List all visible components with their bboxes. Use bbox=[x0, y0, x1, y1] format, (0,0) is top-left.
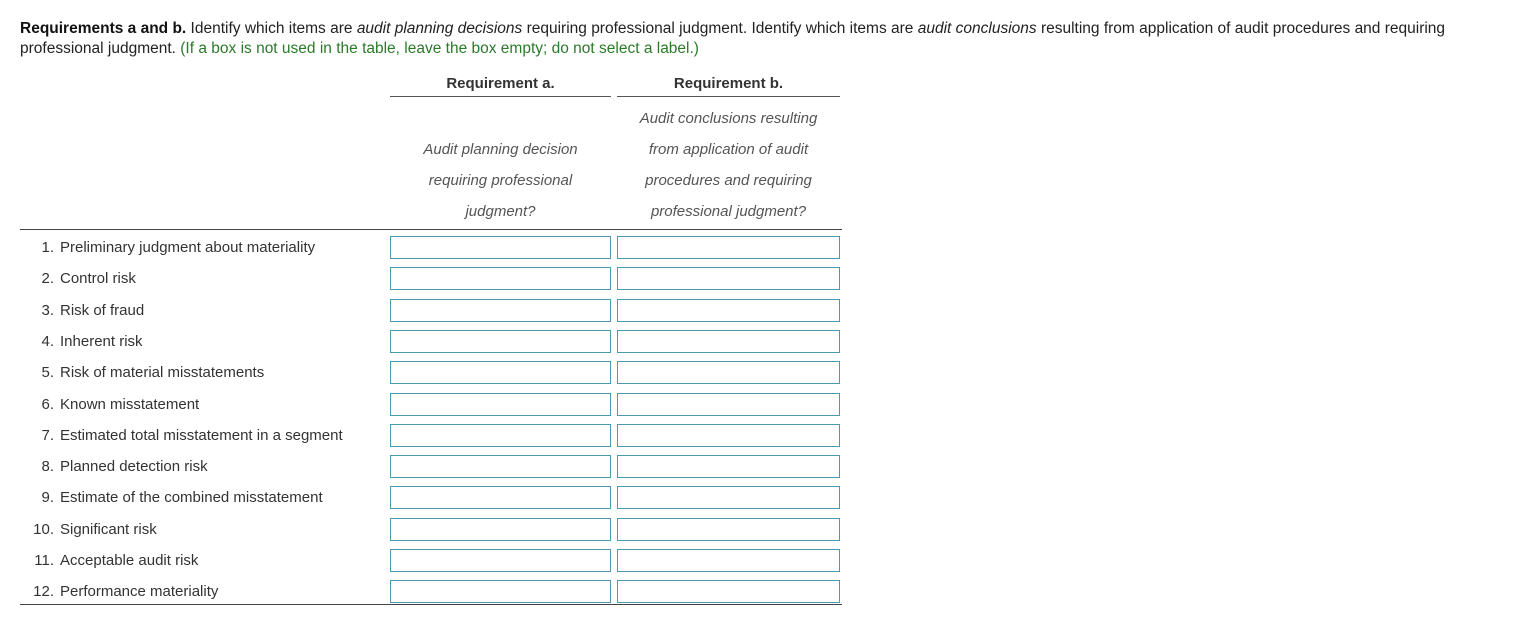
subheader-a-line: judgment? bbox=[465, 203, 536, 220]
requirement-a-input[interactable] bbox=[390, 580, 611, 603]
instructions-italic-2: audit conclusions bbox=[917, 20, 1037, 37]
requirement-b-input[interactable] bbox=[617, 393, 840, 416]
row-label: Performance materiality bbox=[60, 583, 219, 601]
requirement-b-input[interactable] bbox=[617, 580, 840, 603]
row-label: Planned detection risk bbox=[60, 458, 208, 476]
table-row bbox=[20, 263, 842, 294]
table-row bbox=[20, 545, 842, 576]
row-number: 10. bbox=[33, 520, 54, 538]
row-label: Estimated total misstatement in a segment bbox=[60, 426, 343, 444]
row-label: Risk of material misstatements bbox=[60, 364, 265, 382]
requirement-b-input[interactable] bbox=[617, 549, 840, 572]
table-row bbox=[20, 420, 842, 451]
column-subheader-a bbox=[390, 106, 611, 227]
table-row bbox=[20, 357, 842, 388]
row-label: Estimate of the combined misstatement bbox=[60, 489, 323, 507]
requirement-b-input[interactable] bbox=[617, 424, 840, 447]
subheader-b-line: Audit conclusions resulting bbox=[639, 110, 818, 127]
requirement-a-input[interactable] bbox=[390, 549, 611, 572]
instructions-text-3: resulting from application of audit procedures and requiring professional judgment. bbox=[20, 20, 1446, 57]
requirement-a-input[interactable] bbox=[390, 299, 611, 322]
requirement-b-input[interactable] bbox=[617, 330, 840, 353]
table-row bbox=[20, 482, 842, 513]
requirement-b-input[interactable] bbox=[617, 518, 840, 541]
row-number: 7. bbox=[41, 426, 54, 444]
requirement-b-input[interactable] bbox=[617, 267, 840, 290]
table-row bbox=[20, 576, 842, 607]
requirement-b-input[interactable] bbox=[617, 455, 840, 478]
column-header-requirement-b: Requirement b. bbox=[617, 73, 840, 97]
requirement-a-input[interactable] bbox=[390, 330, 611, 353]
row-label: Preliminary judgment about materiality bbox=[60, 239, 316, 256]
requirement-a-input[interactable] bbox=[390, 486, 611, 509]
row-label: Known misstatement bbox=[60, 395, 200, 413]
row-number: 9. bbox=[41, 489, 54, 507]
requirement-a-input[interactable] bbox=[390, 424, 611, 447]
row-label: Control risk bbox=[60, 270, 136, 288]
subheader-a-line: Audit planning decision bbox=[423, 141, 578, 158]
row-number: 11. bbox=[34, 552, 54, 569]
row-number: 1. bbox=[41, 239, 54, 256]
requirement-a-input[interactable] bbox=[390, 267, 611, 290]
requirement-a-input[interactable] bbox=[390, 393, 611, 416]
row-number: 12. bbox=[33, 583, 54, 601]
instructions-title: Requirements a and b. bbox=[20, 20, 187, 37]
instructions-text-1: Identify which items are bbox=[186, 20, 357, 37]
requirement-a-input[interactable] bbox=[390, 518, 611, 541]
instructions-note: (If a box is not used in the table, leave the box empty; do not select a label.) bbox=[180, 40, 699, 57]
requirement-a-input[interactable] bbox=[390, 455, 611, 478]
table-bottom-divider bbox=[20, 604, 842, 605]
row-number: 8. bbox=[41, 458, 54, 476]
requirement-b-input[interactable] bbox=[617, 361, 840, 384]
row-number: 3. bbox=[41, 301, 54, 319]
row-number: 2. bbox=[41, 270, 54, 288]
row-number: 6. bbox=[41, 395, 54, 413]
column-header-requirement-a: Requirement a. bbox=[390, 73, 611, 97]
table-row bbox=[20, 514, 842, 545]
row-number: 5. bbox=[41, 364, 54, 382]
requirement-b-input[interactable] bbox=[617, 299, 840, 322]
table-row bbox=[20, 326, 842, 357]
row-label: Risk of fraud bbox=[60, 301, 145, 319]
row-label: Significant risk bbox=[60, 520, 157, 538]
instructions-italic-1: audit planning decisions bbox=[356, 20, 523, 37]
row-label: Inherent risk bbox=[60, 332, 143, 350]
requirement-b-input[interactable] bbox=[617, 486, 840, 509]
table-row bbox=[20, 451, 842, 482]
table-row bbox=[20, 295, 842, 326]
requirement-a-input[interactable] bbox=[390, 236, 611, 259]
subheader-b-line: professional judgment? bbox=[650, 203, 807, 220]
subheader-b-line: from application of audit bbox=[648, 141, 809, 158]
table-top-divider bbox=[20, 229, 842, 230]
subheader-b-line: procedures and requiring bbox=[645, 172, 812, 189]
table-row bbox=[20, 389, 842, 420]
row-label: Acceptable audit risk bbox=[60, 552, 199, 569]
requirement-b-input[interactable] bbox=[617, 236, 840, 259]
row-number: 4. bbox=[41, 332, 54, 350]
subheader-a-line: requiring professional bbox=[428, 172, 573, 189]
table-row bbox=[20, 232, 842, 263]
instructions-text-2: requiring professional judgment. Identify which items are bbox=[522, 20, 918, 37]
column-subheader-b bbox=[617, 106, 840, 227]
instructions bbox=[20, 19, 1516, 59]
requirement-a-input[interactable] bbox=[390, 361, 611, 384]
